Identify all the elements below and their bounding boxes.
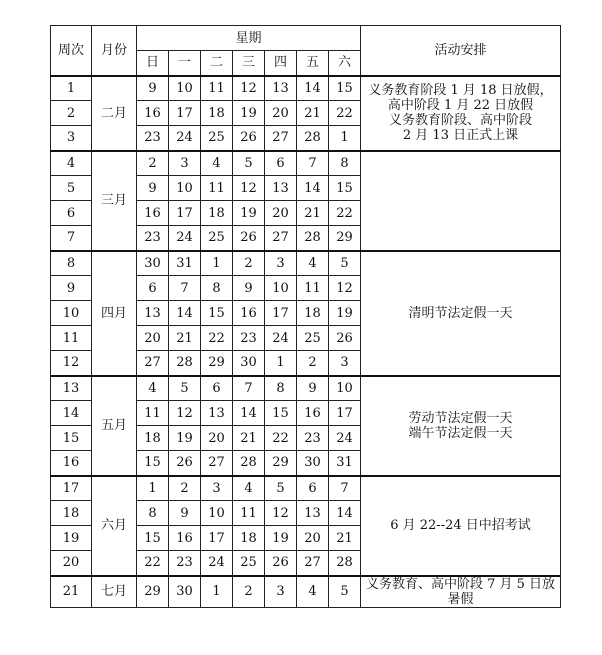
date-cell: 19	[265, 526, 297, 551]
date-cell: 25	[233, 551, 265, 576]
week-number: 16	[51, 451, 92, 476]
date-cell: 7	[329, 476, 361, 501]
header-day: 一	[169, 51, 201, 76]
activity-cell	[361, 251, 561, 376]
week-number: 11	[51, 326, 92, 351]
week-number: 6	[51, 201, 92, 226]
week-number: 13	[51, 376, 92, 401]
date-cell: 13	[201, 401, 233, 426]
date-cell: 4	[137, 376, 169, 401]
week-number: 20	[51, 551, 92, 576]
date-cell: 25	[201, 126, 233, 151]
date-cell: 27	[137, 351, 169, 376]
date-cell: 6	[265, 151, 297, 176]
date-cell: 15	[137, 526, 169, 551]
week-number: 21	[51, 576, 92, 608]
date-cell: 30	[169, 576, 201, 608]
date-cell: 2	[297, 351, 329, 376]
date-cell: 2	[233, 251, 265, 276]
week-number: 1	[51, 76, 92, 101]
date-cell: 28	[297, 126, 329, 151]
date-cell: 6	[297, 476, 329, 501]
activity-line: 劳动节法定假一天	[408, 410, 513, 426]
date-cell: 19	[233, 101, 265, 126]
week-number: 9	[51, 276, 92, 301]
date-cell: 18	[201, 201, 233, 226]
date-cell: 10	[329, 376, 361, 401]
date-cell: 7	[297, 151, 329, 176]
date-cell: 21	[169, 326, 201, 351]
month-cell: 七月	[92, 576, 137, 608]
date-cell: 16	[297, 401, 329, 426]
date-cell: 25	[201, 226, 233, 251]
date-cell: 17	[169, 201, 201, 226]
date-cell: 31	[169, 251, 201, 276]
date-cell: 23	[137, 126, 169, 151]
date-cell: 22	[329, 101, 361, 126]
date-cell: 4	[297, 251, 329, 276]
date-cell: 6	[201, 376, 233, 401]
date-cell: 12	[329, 276, 361, 301]
date-cell: 24	[329, 426, 361, 451]
date-cell: 22	[137, 551, 169, 576]
week-number: 18	[51, 501, 92, 526]
date-cell: 5	[329, 251, 361, 276]
date-cell: 20	[137, 326, 169, 351]
date-cell: 26	[329, 326, 361, 351]
date-cell: 1	[201, 576, 233, 608]
date-cell: 11	[137, 401, 169, 426]
date-cell: 11	[233, 501, 265, 526]
month-cell: 二月	[92, 76, 137, 151]
activity-cell	[361, 476, 561, 576]
date-cell: 13	[265, 176, 297, 201]
date-cell: 28	[169, 351, 201, 376]
date-cell: 13	[265, 76, 297, 101]
date-cell: 2	[233, 576, 265, 608]
date-cell: 24	[201, 551, 233, 576]
date-cell: 27	[265, 226, 297, 251]
activity-cell	[361, 151, 561, 251]
date-cell: 16	[137, 101, 169, 126]
date-cell: 1	[329, 126, 361, 151]
date-cell: 21	[297, 101, 329, 126]
date-cell: 9	[137, 76, 169, 101]
date-cell: 29	[137, 576, 169, 608]
header-month: 月份	[92, 26, 137, 76]
date-cell: 30	[297, 451, 329, 476]
week-number: 10	[51, 301, 92, 326]
date-cell: 16	[233, 301, 265, 326]
table-row	[51, 151, 561, 176]
date-cell: 14	[329, 501, 361, 526]
header-day: 四	[265, 51, 297, 76]
date-cell: 18	[233, 526, 265, 551]
date-cell: 22	[329, 201, 361, 226]
table-row	[51, 576, 561, 608]
date-cell: 12	[233, 176, 265, 201]
date-cell: 15	[329, 76, 361, 101]
table-row	[51, 376, 561, 401]
date-cell: 27	[265, 126, 297, 151]
month-cell: 五月	[92, 376, 137, 476]
header-day: 日	[137, 51, 169, 76]
date-cell: 10	[169, 176, 201, 201]
date-cell: 3	[201, 476, 233, 501]
header-week: 周次	[51, 26, 92, 76]
date-cell: 15	[265, 401, 297, 426]
activity-line: 清明节法定假一天	[408, 305, 513, 321]
date-cell: 13	[297, 501, 329, 526]
week-number: 12	[51, 351, 92, 376]
date-cell: 26	[233, 226, 265, 251]
date-cell: 24	[169, 126, 201, 151]
activity-line: 暑假	[447, 591, 474, 607]
month-cell: 三月	[92, 151, 137, 251]
date-cell: 30	[233, 351, 265, 376]
date-cell: 15	[201, 301, 233, 326]
date-cell: 6	[137, 276, 169, 301]
activity-cell	[361, 76, 561, 151]
date-cell: 28	[329, 551, 361, 576]
week-number: 2	[51, 101, 92, 126]
date-cell: 8	[265, 376, 297, 401]
activity-cell	[361, 376, 561, 476]
date-cell: 9	[137, 176, 169, 201]
date-cell: 17	[329, 401, 361, 426]
date-cell: 14	[169, 301, 201, 326]
date-cell: 14	[297, 176, 329, 201]
date-cell: 16	[169, 526, 201, 551]
date-cell: 29	[201, 351, 233, 376]
header-day: 二	[201, 51, 233, 76]
date-cell: 5	[329, 576, 361, 608]
date-cell: 3	[329, 351, 361, 376]
date-cell: 10	[201, 501, 233, 526]
date-cell: 14	[297, 76, 329, 101]
activity-cell	[361, 576, 561, 608]
date-cell: 23	[137, 226, 169, 251]
activity-line: 高中阶段 1 月 22 日放假	[387, 98, 534, 113]
date-cell: 11	[201, 176, 233, 201]
date-cell: 20	[201, 426, 233, 451]
date-cell: 11	[297, 276, 329, 301]
date-cell: 7	[233, 376, 265, 401]
date-cell: 11	[201, 76, 233, 101]
header-row-1	[51, 26, 561, 51]
date-cell: 31	[329, 451, 361, 476]
date-cell: 27	[297, 551, 329, 576]
date-cell: 2	[169, 476, 201, 501]
week-number: 14	[51, 401, 92, 426]
date-cell: 12	[233, 76, 265, 101]
date-cell: 19	[329, 301, 361, 326]
date-cell: 16	[137, 201, 169, 226]
date-cell: 24	[169, 226, 201, 251]
date-cell: 26	[265, 551, 297, 576]
table-row	[51, 76, 561, 101]
date-cell: 12	[265, 501, 297, 526]
date-cell: 19	[233, 201, 265, 226]
date-cell: 2	[137, 151, 169, 176]
date-cell: 1	[201, 251, 233, 276]
activity-line: 义务教育阶段 1 月 18 日放假，	[368, 83, 553, 98]
month-cell: 四月	[92, 251, 137, 376]
date-cell: 26	[233, 126, 265, 151]
date-cell: 29	[265, 451, 297, 476]
header-day: 六	[329, 51, 361, 76]
date-cell: 21	[329, 526, 361, 551]
date-cell: 26	[169, 451, 201, 476]
table-row	[51, 476, 561, 501]
date-cell: 1	[265, 351, 297, 376]
date-cell: 5	[233, 151, 265, 176]
date-cell: 15	[329, 176, 361, 201]
date-cell: 24	[265, 326, 297, 351]
date-cell: 4	[297, 576, 329, 608]
date-cell: 22	[201, 326, 233, 351]
date-cell: 5	[169, 376, 201, 401]
date-cell: 3	[265, 576, 297, 608]
header-weekdays-title: 星期	[137, 26, 361, 51]
date-cell: 5	[265, 476, 297, 501]
date-cell: 22	[265, 426, 297, 451]
week-number: 19	[51, 526, 92, 551]
date-cell: 23	[169, 551, 201, 576]
month-cell: 六月	[92, 476, 137, 576]
date-cell: 18	[137, 426, 169, 451]
date-cell: 20	[265, 101, 297, 126]
week-number: 3	[51, 126, 92, 151]
date-cell: 21	[233, 426, 265, 451]
activity-line: 义务教育阶段、高中阶段	[388, 113, 532, 128]
date-cell: 10	[169, 76, 201, 101]
date-cell: 28	[233, 451, 265, 476]
date-cell: 23	[297, 426, 329, 451]
table-row	[51, 251, 561, 276]
date-cell: 1	[137, 476, 169, 501]
date-cell: 21	[297, 201, 329, 226]
date-cell: 3	[265, 251, 297, 276]
date-cell: 12	[169, 401, 201, 426]
date-cell: 23	[233, 326, 265, 351]
date-cell: 4	[201, 151, 233, 176]
header-day: 五	[297, 51, 329, 76]
date-cell: 9	[297, 376, 329, 401]
date-cell: 14	[233, 401, 265, 426]
school-calendar-table	[50, 25, 561, 608]
header-activity: 活动安排	[361, 26, 561, 76]
activity-line: 6 月 22--24 日中招考试	[390, 518, 531, 533]
date-cell: 7	[169, 276, 201, 301]
date-cell: 18	[201, 101, 233, 126]
week-number: 17	[51, 476, 92, 501]
date-cell: 3	[169, 151, 201, 176]
date-cell: 15	[137, 451, 169, 476]
date-cell: 25	[297, 326, 329, 351]
date-cell: 4	[233, 476, 265, 501]
date-cell: 10	[265, 276, 297, 301]
activity-line: 2 月 13 日正式上课	[402, 128, 519, 143]
date-cell: 30	[137, 251, 169, 276]
date-cell: 28	[297, 226, 329, 251]
date-cell: 9	[169, 501, 201, 526]
date-cell: 8	[137, 501, 169, 526]
week-number: 5	[51, 176, 92, 201]
date-cell: 17	[265, 301, 297, 326]
week-number: 7	[51, 226, 92, 251]
date-cell: 17	[201, 526, 233, 551]
date-cell: 29	[329, 226, 361, 251]
date-cell: 17	[169, 101, 201, 126]
date-cell: 9	[233, 276, 265, 301]
week-number: 8	[51, 251, 92, 276]
date-cell: 19	[169, 426, 201, 451]
date-cell: 8	[329, 151, 361, 176]
date-cell: 8	[201, 276, 233, 301]
date-cell: 20	[297, 526, 329, 551]
week-number: 15	[51, 426, 92, 451]
date-cell: 18	[297, 301, 329, 326]
week-number: 4	[51, 151, 92, 176]
activity-line: 义务教育、高中阶段 7 月 5 日放	[365, 576, 556, 592]
activity-line: 端午节法定假一天	[408, 425, 513, 441]
date-cell: 13	[137, 301, 169, 326]
date-cell: 20	[265, 201, 297, 226]
header-day: 三	[233, 51, 265, 76]
date-cell: 27	[201, 451, 233, 476]
